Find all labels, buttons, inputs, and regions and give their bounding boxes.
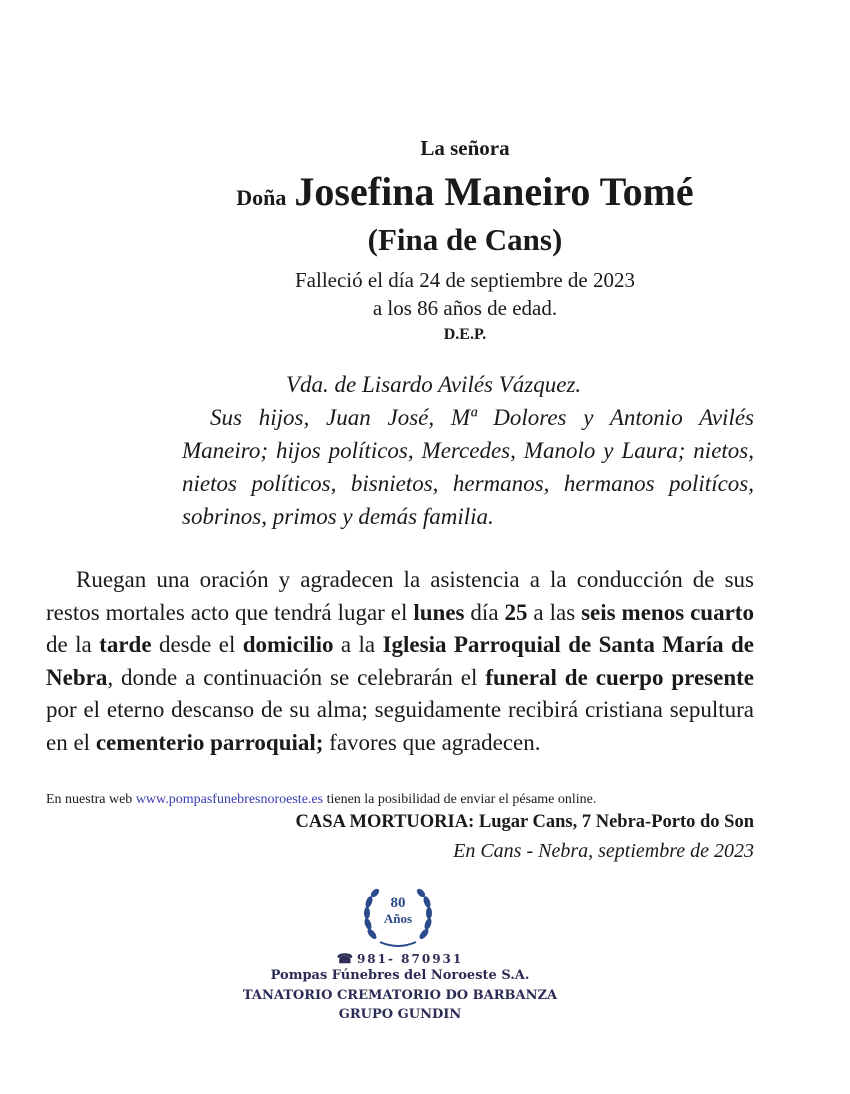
deceased-name: Josefina Maneiro Tomé — [294, 169, 694, 214]
rip-label: D.E.P. — [443, 326, 487, 343]
body-bold: domicilio — [242, 632, 334, 657]
logo-number: 80 — [390, 895, 406, 911]
place-date: En Cans - Nebra, septiembre de 2023 — [453, 840, 754, 862]
anniversary-logo — [358, 886, 438, 950]
phone-line — [0, 952, 800, 967]
body-bold: cementerio parroquial; — [95, 729, 324, 755]
widow-line: Vda. de Lisardo Avilés Vázquez. — [286, 372, 582, 397]
body-text: a la — [333, 632, 383, 657]
web-notice — [46, 792, 596, 808]
deceased-name-line — [0, 168, 850, 215]
death-info — [0, 266, 850, 322]
body-text: de la — [46, 632, 100, 657]
intro-title: La señora — [420, 136, 510, 160]
body-bold: tarde — [99, 632, 152, 657]
body-text: día — [464, 599, 505, 625]
web-notice-prefix: En nuestra web — [46, 792, 136, 807]
body-bold: Iglesia Parroquial de Santa María de Nebra — [46, 632, 755, 690]
body-bold: 25 — [504, 599, 528, 625]
address-label: CASA MORTUORIA: — [295, 812, 475, 832]
body-bold: seis menos cuarto — [581, 599, 754, 625]
nickname: (Fina de Cans) — [367, 222, 563, 257]
relatives-paragraph: Sus hijos, Juan José, Mª Dolores y Antonio Avilés Maneiro; hijos políticos, Mercedes, Manolo y Laura; nietos, nietos políticos, bisnietos, hermanos, hermanos politícos, sobrinos, primos y demás familia. — [182, 405, 754, 529]
group-name: GRUPO GUNDIN — [338, 1007, 462, 1022]
web-notice-suffix: tienen la posibilidad de enviar el pésame online. — [323, 792, 597, 807]
body-text: desde el — [151, 632, 243, 657]
age-at-death: a los 86 años de edad. — [372, 296, 558, 320]
company-name: Pompas Fúnebres del Noroeste S.A. — [270, 968, 530, 983]
body-bold: lunes — [413, 599, 465, 625]
funeral-home-address — [296, 812, 754, 833]
death-date: Falleció el día 24 de septiembre de 2023 — [295, 268, 635, 292]
body-text: a las — [527, 599, 582, 625]
family-block — [182, 368, 754, 533]
phone-number[interactable]: 981- 870931 — [356, 952, 464, 966]
body-bold: funeral de cuerpo presente — [485, 664, 754, 690]
phone-icon: ☎ — [336, 952, 353, 967]
ceremony-paragraph — [46, 564, 754, 759]
address-value: Lugar Cans, 7 Nebra-Porto do Son — [474, 812, 754, 832]
name-prefix: Doña — [236, 185, 287, 210]
tanatorio-name: TANATORIO CREMATORIO DO BARBANZA — [242, 988, 558, 1003]
body-text: por el eterno descanso de su alma; seguidamente recibirá cristiana sepultura en el — [46, 697, 754, 755]
website-link[interactable]: www.pompasfunebresnoroeste.es — [135, 792, 324, 807]
logo-text — [358, 896, 438, 926]
body-text: favores que agradecen. — [323, 729, 541, 755]
body-text: , donde a continuación se celebrarán el — [107, 664, 486, 690]
logo-word: Años — [383, 911, 413, 926]
body-text: Ruegan una oración y agradecen la asistencia a la conducción de sus restos mortales acto que tendrá lugar el — [46, 567, 754, 625]
